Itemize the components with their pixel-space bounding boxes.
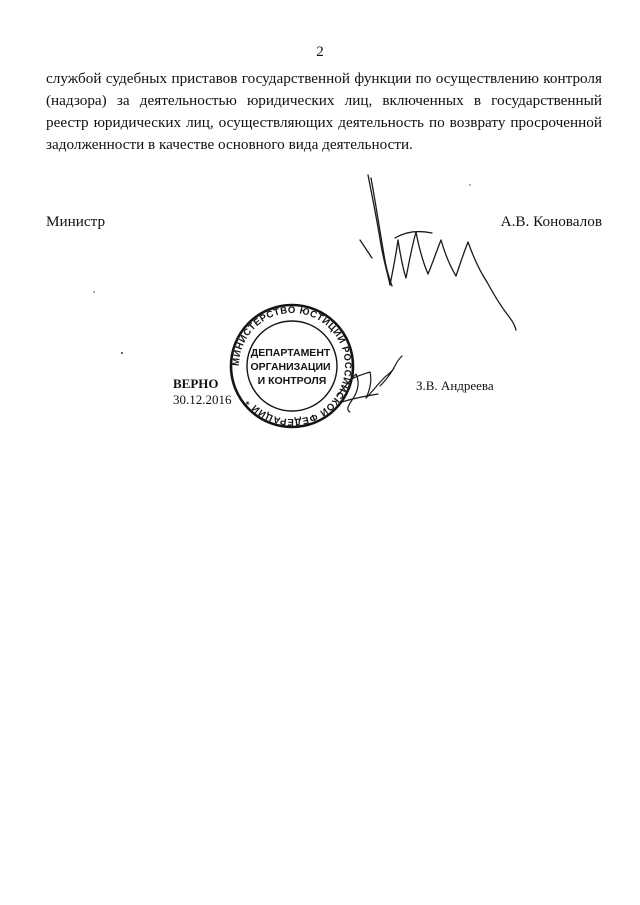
svg-text:ДЕПАРТАМЕНТ ОРГАНИЗАЦИИ [250,347,333,387]
svg-text:МИНИСТЕРСТВО ЮСТИЦИИ РОССИЙСКО [231,305,353,427]
certification-label: ВЕРНО [173,376,219,391]
stamp-ring-text: МИНИСТЕРСТВО ЮСТИЦИИ РОССИЙСКОЙ ФЕДЕРАЦИИ * [230,304,354,428]
body-paragraph: службой судебных приставов государственной функции по осуществлению контроля (надзора) за деятельностью юридических лиц, включенных в государственный реестр юридических лиц, осуществляющих деятельность по возврату просроченной задолженности в качестве основного вида деятельности. [46,70,602,153]
stamp-line-1: ДЕПАРТАМЕНТ [250,347,331,359]
minister-signature [360,175,516,330]
signatory-title: Министр [46,213,106,230]
certification-date: 30.12.2016 [173,392,232,407]
stamp-line-2: ОРГАНИЗАЦИИ [250,361,331,373]
stamp-line-3: И КОНТРОЛЯ [257,375,327,387]
certifier-signature [338,356,402,412]
signatory-name: А.В. Коновалов [500,213,602,230]
page-number: 2 [316,44,324,60]
official-stamp [231,305,353,427]
certification-block [173,376,232,408]
certifier-name: З.В. Андреева [416,378,494,393]
